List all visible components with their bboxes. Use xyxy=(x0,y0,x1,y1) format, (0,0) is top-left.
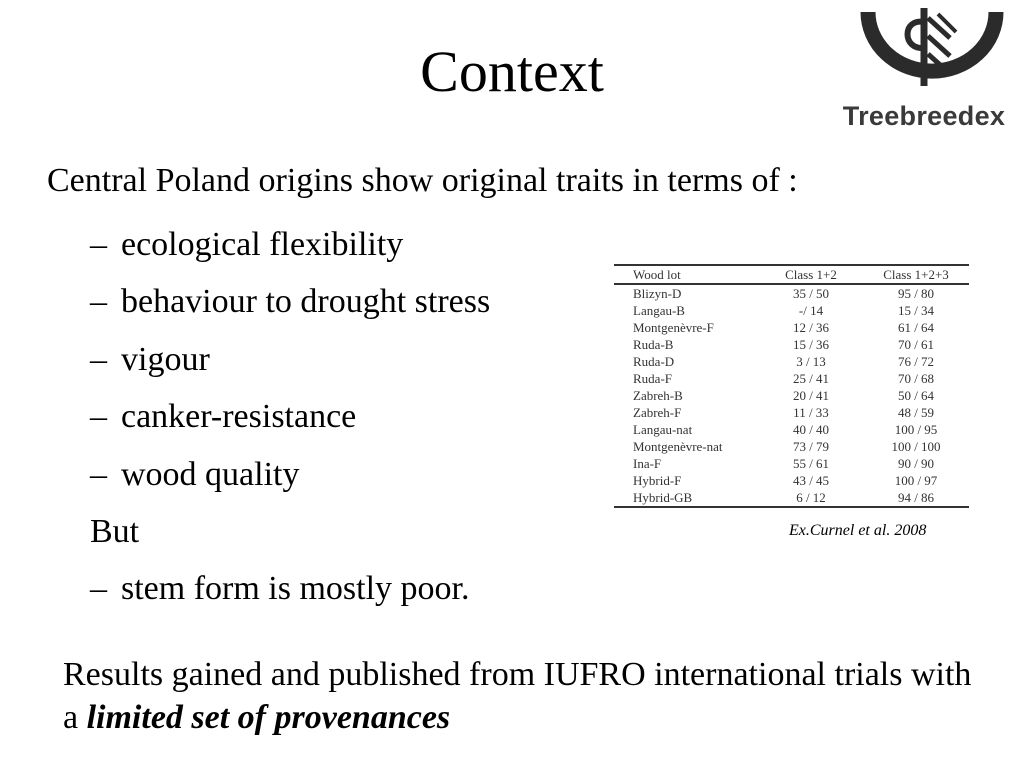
wood-lot-cell: Montgenèvre-nat xyxy=(633,439,723,454)
table-row xyxy=(614,404,969,421)
wood-lot-cell: Ruda-D xyxy=(633,354,675,369)
class-value-cell: 100 / 97 xyxy=(894,473,938,488)
list-item-text: vigour xyxy=(121,340,210,378)
tree-arc-logo-icon xyxy=(832,4,1016,104)
wood-lot-cell: Ruda-B xyxy=(633,337,674,352)
class-value-cell: 15 / 36 xyxy=(792,337,830,352)
wood-lot-cell: Ruda-F xyxy=(633,371,672,386)
wood-lot-cell: Ina-F xyxy=(633,456,662,471)
class-value-cell: 43 / 45 xyxy=(792,473,830,488)
dash-marker: – xyxy=(90,398,107,436)
dash-marker: – xyxy=(90,283,107,321)
class-value-cell: 76 / 72 xyxy=(897,354,935,369)
list-item-text: ecological flexibility xyxy=(121,226,404,263)
list-item-text: wood quality xyxy=(121,455,300,493)
table-row xyxy=(614,489,969,507)
wood-lot-cell: Langau-B xyxy=(633,303,685,318)
table-row xyxy=(614,472,969,489)
class-value-cell: 20 / 41 xyxy=(792,388,830,403)
intro-text: Central Poland origins show original traits in terms of : xyxy=(47,162,798,199)
list-item xyxy=(90,570,490,627)
class-value-cell: 35 / 50 xyxy=(792,286,830,301)
provenance-table xyxy=(614,264,969,508)
dash-marker: – xyxy=(90,455,107,493)
list-item-text: behaviour to drought stress xyxy=(121,283,491,321)
column-header: Class 1+2 xyxy=(759,265,863,284)
table-row xyxy=(614,370,969,387)
class-value-cell: 25 / 41 xyxy=(792,371,830,386)
list-item-text: But xyxy=(90,512,140,550)
class-value-cell: 11 / 33 xyxy=(793,405,829,420)
table-row xyxy=(614,319,969,336)
results-emphasis: limited set of provenances xyxy=(86,699,451,736)
column-header: Class 1+2+3 xyxy=(863,265,969,284)
dash-marker: – xyxy=(90,340,107,378)
wood-lot-cell: Hybrid-GB xyxy=(614,489,759,507)
class-value-cell: -/ 14 xyxy=(798,303,824,318)
class-value-cell: 100 / 100 xyxy=(891,439,941,454)
wood-lot-cell: Zabreh-F xyxy=(633,405,682,420)
class-value-cell: 55 / 61 xyxy=(792,456,830,471)
results-text: Results gained and published from IUFRO international trials with a xyxy=(63,656,972,736)
dash-marker: – xyxy=(90,226,107,263)
list-item-text: stem form is mostly poor. xyxy=(121,570,470,608)
slide-title: Context xyxy=(420,39,604,104)
class-value-cell: 95 / 80 xyxy=(897,286,935,301)
table-row xyxy=(614,353,969,370)
wood-lot-cell: Blizyn-D xyxy=(633,286,682,301)
column-header: Wood lot xyxy=(614,265,759,284)
class-value-cell: 6 / 12 xyxy=(759,489,863,507)
wood-lot-cell: Montgenèvre-F xyxy=(633,320,714,335)
list-item-text: canker-resistance xyxy=(121,398,357,436)
table-row xyxy=(614,302,969,319)
treebreedex-logo xyxy=(832,4,1016,132)
dash-marker: – xyxy=(90,570,107,608)
wood-lot-cell: Langau-nat xyxy=(633,422,693,437)
table-row xyxy=(614,336,969,353)
class-value-cell: 48 / 59 xyxy=(897,405,935,420)
source-citation: Ex.Curnel et al. 2008 xyxy=(789,522,927,539)
table-row xyxy=(614,421,969,438)
list-item xyxy=(90,341,490,398)
class-value-cell: 12 / 36 xyxy=(792,320,830,335)
class-value-cell: 40 / 40 xyxy=(792,422,830,437)
class-value-cell: 70 / 61 xyxy=(897,337,935,352)
wood-lot-cell: Zabreh-B xyxy=(633,388,683,403)
list-item xyxy=(90,398,490,455)
trait-list xyxy=(90,226,490,628)
results-paragraph xyxy=(63,653,993,739)
class-value-cell: 70 / 68 xyxy=(897,371,935,386)
list-item xyxy=(90,456,490,513)
list-item xyxy=(90,283,490,340)
class-value-cell: 100 / 95 xyxy=(894,422,938,437)
wood-lot-cell: Hybrid-F xyxy=(633,473,682,488)
class-value-cell: 3 / 13 xyxy=(796,354,826,369)
class-value-cell: 15 / 34 xyxy=(897,303,935,318)
list-item xyxy=(90,513,490,570)
table-row xyxy=(614,455,969,472)
class-value-cell: 94 / 86 xyxy=(863,489,969,507)
class-value-cell: 61 / 64 xyxy=(897,320,935,335)
table-header-row xyxy=(614,265,969,284)
class-value-cell: 90 / 90 xyxy=(897,456,935,471)
table-row xyxy=(614,438,969,455)
logo-text: Treebreedex xyxy=(842,101,1006,131)
table-row xyxy=(614,387,969,404)
table-row xyxy=(614,284,969,302)
class-value-cell: 50 / 64 xyxy=(897,388,935,403)
provenance-table-container xyxy=(614,264,969,508)
list-item xyxy=(90,226,490,283)
class-value-cell: 73 / 79 xyxy=(792,439,830,454)
